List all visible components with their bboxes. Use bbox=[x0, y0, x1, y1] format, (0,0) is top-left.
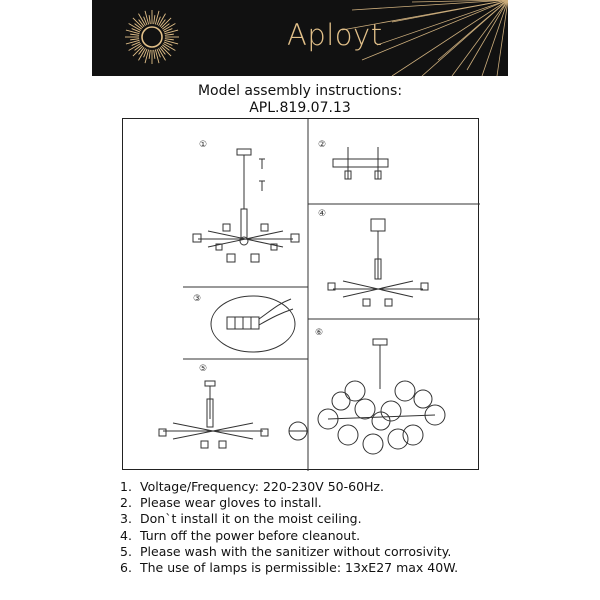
step-2-label: ② bbox=[318, 140, 327, 150]
instruction-item bbox=[120, 544, 458, 560]
sunburst-ray bbox=[135, 45, 142, 50]
step-3-label: ③ bbox=[193, 294, 202, 304]
sunburst-ray bbox=[149, 15, 150, 24]
instruction-text: Please wash with the sanitizer without corrosivity. bbox=[140, 543, 452, 559]
instruction-text: The use of lamps is permissible: 13xE27 max 40W. bbox=[140, 559, 459, 575]
sunburst-ray bbox=[130, 34, 139, 35]
instruction-text: Turn off the power before cleanout. bbox=[140, 527, 361, 543]
sunburst-ray bbox=[162, 24, 169, 29]
sunburst-ray bbox=[154, 15, 155, 24]
instruction-text: Please wear gloves to install. bbox=[140, 495, 322, 511]
assembly-diagram bbox=[122, 118, 479, 470]
instruction-number: 2. bbox=[120, 495, 132, 511]
sunburst-ray bbox=[162, 45, 169, 50]
step-6-finished-chandelier bbox=[318, 339, 445, 454]
sunburst-ray bbox=[139, 20, 144, 27]
brand-banner bbox=[92, 0, 508, 76]
sunburst-ray bbox=[160, 20, 165, 27]
instruction-text: Voltage/Frequency: 220-230V 50-60Hz. bbox=[140, 479, 384, 494]
instruction-item bbox=[120, 528, 458, 544]
sunburst-ray bbox=[165, 39, 174, 40]
step-3-wire-connector bbox=[211, 296, 295, 352]
instruction-item bbox=[120, 495, 458, 511]
step-5-label: ⑤ bbox=[199, 364, 208, 374]
instruction-item bbox=[120, 511, 458, 527]
step-4-label: ④ bbox=[318, 209, 327, 219]
step-4-canopy bbox=[328, 219, 428, 306]
instruction-number: 4. bbox=[120, 527, 132, 543]
instructions-list bbox=[120, 479, 458, 576]
instruction-text: Don`t install it on the moist ceiling. bbox=[140, 511, 362, 527]
sunburst-ray bbox=[139, 47, 144, 54]
sunburst-ray bbox=[130, 39, 139, 40]
step-6-label: ⑥ bbox=[315, 328, 324, 338]
sunburst-ray bbox=[160, 47, 165, 54]
sunburst-ray bbox=[154, 50, 155, 59]
sunburst-icon bbox=[125, 10, 179, 64]
instruction-number: 6. bbox=[120, 559, 132, 575]
sunburst-ray bbox=[135, 24, 142, 29]
step-2-mounting-bar bbox=[333, 147, 388, 179]
step-1-chandelier bbox=[193, 149, 299, 262]
step-5-chandelier bbox=[159, 381, 307, 448]
page-title: Model assembly instructions: bbox=[197, 83, 403, 99]
diagram-drawing bbox=[123, 119, 480, 471]
sunburst-ray bbox=[149, 50, 150, 59]
step-1-label: ① bbox=[199, 140, 208, 150]
instruction-item bbox=[120, 479, 458, 495]
instruction-number: 1. bbox=[120, 479, 132, 494]
sunburst-ray bbox=[165, 34, 174, 35]
instruction-item bbox=[120, 560, 458, 576]
instruction-number: 3. bbox=[120, 511, 132, 527]
instruction-number: 5. bbox=[120, 543, 132, 559]
model-number: APL.819.07.13 bbox=[249, 100, 351, 116]
brand-name: Aployt bbox=[287, 18, 383, 52]
